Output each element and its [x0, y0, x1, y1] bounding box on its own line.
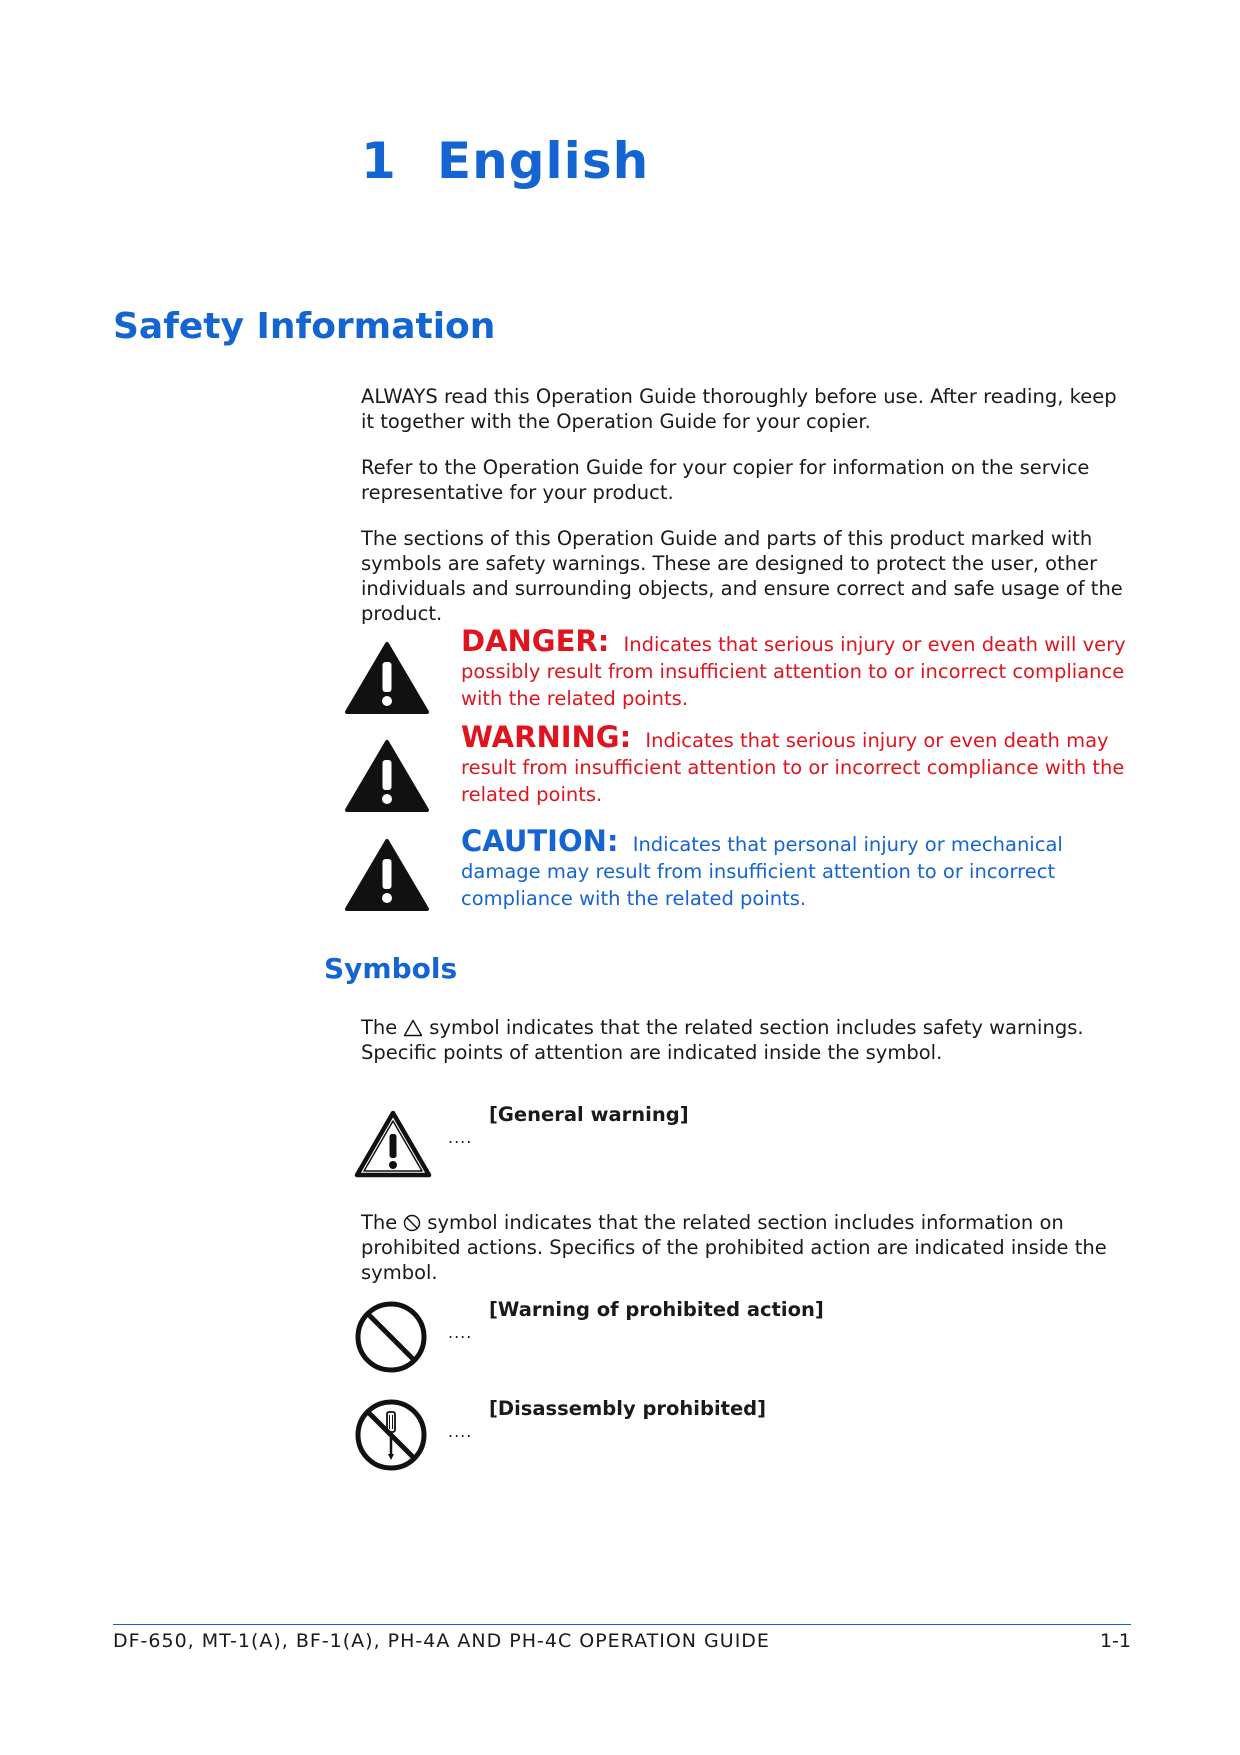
- danger-text: Indicates that serious injury or even death will very possibly result from insufficient attention to or incorrect compliance with the related points.: [461, 633, 1126, 710]
- warning-warning-triangle-icon: [344, 738, 430, 814]
- chapter-number: 1: [361, 132, 397, 190]
- warning-keyword: WARNING:: [461, 720, 632, 754]
- prohibited-action-dots: ....: [448, 1323, 473, 1342]
- general-warning-icon: [352, 1108, 434, 1180]
- general-warning-dots: ....: [448, 1128, 473, 1147]
- caution-text: Indicates that personal injury or mechanical damage may result from insufficient attention to or incorrect compliance with the related points.: [461, 833, 1063, 910]
- warning-text: Indicates that serious injury or even death may result from insufficient attention to or incorrect compliance with the related points.: [461, 729, 1125, 806]
- prohibit-paragraph-lead: The: [361, 1211, 398, 1234]
- chapter-title: [361, 132, 649, 190]
- chapter-name: English: [437, 132, 650, 190]
- prohibited-action-icon: [354, 1300, 428, 1374]
- caution-warning-triangle-icon: [344, 837, 430, 913]
- prohibit-paragraph-text: symbol indicates that the related section includes information on prohibited actions. Specifics of the prohibited action are indicated inside the symbol.: [361, 1211, 1107, 1284]
- disassembly-prohibited-icon: [354, 1398, 428, 1472]
- intro-paragraph-2: Refer to the Operation Guide for your copier for information on the service representative for your product.: [361, 456, 1090, 504]
- intro-paragraph-3: The sections of this Operation Guide and parts of this product marked with symbols are safety warnings. These are designed to protect the user, other individuals and surrounding objects, and ensure correct and safe usage of the product.: [361, 527, 1123, 625]
- page-number: 1-1: [1099, 1630, 1131, 1652]
- triangle-paragraph-text: symbol indicates that the related section includes safety warnings. Specific points of attention are indicated inside the symbol.: [361, 1016, 1084, 1064]
- disassembly-prohibited-label: [Disassembly prohibited]: [489, 1397, 767, 1420]
- intro-paragraph-1: ALWAYS read this Operation Guide thoroughly before use. After reading, keep it together with the Operation Guide for your copier.: [361, 385, 1117, 433]
- footer-divider: [113, 1624, 1131, 1625]
- warning-notice: [461, 722, 1131, 808]
- outline-prohibit-icon: [403, 1214, 421, 1232]
- general-warning-label: [General warning]: [489, 1103, 689, 1126]
- prohibited-action-label: [Warning of prohibited action]: [489, 1298, 824, 1321]
- section-title: Safety Information: [113, 306, 496, 347]
- triangle-symbol-paragraph: [361, 1015, 1131, 1065]
- triangle-paragraph-lead: The: [361, 1016, 398, 1039]
- danger-keyword: DANGER:: [461, 624, 610, 658]
- caution-keyword: CAUTION:: [461, 824, 619, 858]
- disassembly-prohibited-dots: ....: [448, 1422, 473, 1441]
- symbols-title: Symbols: [324, 952, 458, 985]
- outline-triangle-icon: [403, 1019, 423, 1037]
- danger-notice: [461, 626, 1131, 712]
- prohibit-symbol-paragraph: [361, 1210, 1131, 1285]
- danger-warning-triangle-icon: [344, 640, 430, 716]
- caution-notice: [461, 826, 1131, 912]
- footer-guide-title: DF-650, MT-1(A), BF-1(A), PH-4A AND PH-4C OPERATION GUIDE: [113, 1630, 770, 1652]
